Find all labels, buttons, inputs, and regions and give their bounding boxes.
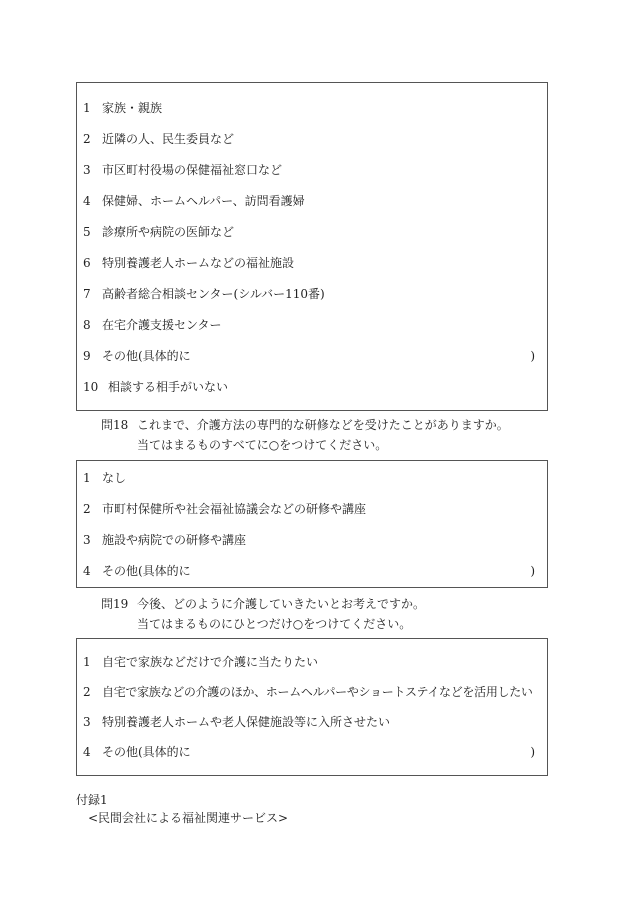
option-text: 自宅で家族などの介護のほか、ホームヘルパーやショートステイなどを活用したい — [102, 685, 533, 699]
option-number: 4 — [83, 564, 91, 578]
q19-question — [101, 596, 521, 632]
option-row — [83, 286, 535, 302]
option-number: 2 — [83, 132, 91, 146]
option-number: 4 — [83, 745, 91, 759]
q19-options-box — [76, 638, 548, 776]
option-number: 1 — [83, 471, 91, 485]
option-row — [83, 317, 535, 333]
option-text: 高齢者総合相談センター(シルバー110番) — [102, 287, 325, 301]
option-text: 診療所や病院の医師など — [102, 225, 235, 239]
option-text: その他(具体的に — [102, 349, 191, 363]
option-text: 保健婦、ホームヘルパー、訪問看護婦 — [102, 194, 305, 208]
option-row — [83, 501, 535, 517]
option-number: 2 — [83, 502, 91, 516]
option-text: 特別養護老人ホームや老人保健施設等に入所させたい — [102, 715, 391, 729]
option-number: 1 — [83, 655, 91, 669]
option-row — [83, 255, 535, 271]
option-text: その他(具体的に — [102, 745, 191, 759]
option-row — [83, 654, 535, 670]
option-row — [83, 224, 535, 240]
option-number: 2 — [83, 685, 91, 699]
question-number: 問19 — [101, 597, 129, 611]
closing-paren: ) — [530, 745, 535, 759]
option-number: 8 — [83, 318, 91, 332]
appendix-title: <民間会社による福祉関連サービス> — [88, 811, 289, 825]
question-line-1: 今後、どのように介護していきたいとお考えですか。 — [137, 597, 426, 611]
option-row — [83, 532, 535, 548]
option-text: なし — [102, 471, 127, 485]
option-number: 5 — [83, 225, 91, 239]
option-row — [83, 714, 535, 730]
option-number: 10 — [83, 380, 99, 394]
q17-options-box — [76, 82, 548, 411]
option-text: 市町村保健所や社会福祉協議会などの研修や講座 — [102, 502, 367, 516]
option-row — [83, 684, 535, 700]
closing-paren: ) — [530, 349, 535, 363]
option-text: 市区町村役場の保健福祉窓口など — [102, 163, 283, 177]
option-row — [83, 379, 535, 395]
option-row — [83, 348, 535, 364]
option-row — [83, 744, 535, 760]
closing-paren: ) — [530, 564, 535, 578]
option-number: 3 — [83, 163, 91, 177]
q18-question — [101, 417, 521, 453]
option-number: 6 — [83, 256, 91, 270]
option-row — [83, 162, 535, 178]
option-row — [83, 131, 535, 147]
option-row — [83, 100, 535, 116]
option-text: 施設や病院での研修や講座 — [102, 533, 247, 547]
option-text: 家族・親族 — [102, 101, 163, 115]
option-text: 在宅介護支援センター — [102, 318, 222, 332]
option-number: 3 — [83, 715, 91, 729]
option-number: 4 — [83, 194, 91, 208]
option-row — [83, 563, 535, 579]
option-text: 自宅で家族などだけで介護に当たりたい — [102, 655, 319, 669]
option-text: その他(具体的に — [102, 564, 191, 578]
option-text: 特別養護老人ホームなどの福祉施設 — [102, 256, 295, 270]
appendix-label: 付録1 — [76, 793, 108, 807]
option-number: 1 — [83, 101, 91, 115]
option-number: 9 — [83, 349, 91, 363]
question-line-2: 当てはまるものにひとつだけ○をつけてください。 — [137, 617, 412, 631]
option-number: 3 — [83, 533, 91, 547]
option-row — [83, 470, 535, 486]
question-line-2: 当てはまるものすべてに○をつけてください。 — [137, 438, 388, 452]
option-number: 7 — [83, 287, 91, 301]
q18-options-box — [76, 460, 548, 588]
option-text: 近隣の人、民生委員など — [102, 132, 235, 146]
option-text: 相談する相手がいない — [108, 380, 229, 394]
question-line-1: これまで、介護方法の専門的な研修などを受けたことがありますか。 — [137, 418, 509, 432]
option-row — [83, 193, 535, 209]
question-number: 問18 — [101, 418, 129, 432]
